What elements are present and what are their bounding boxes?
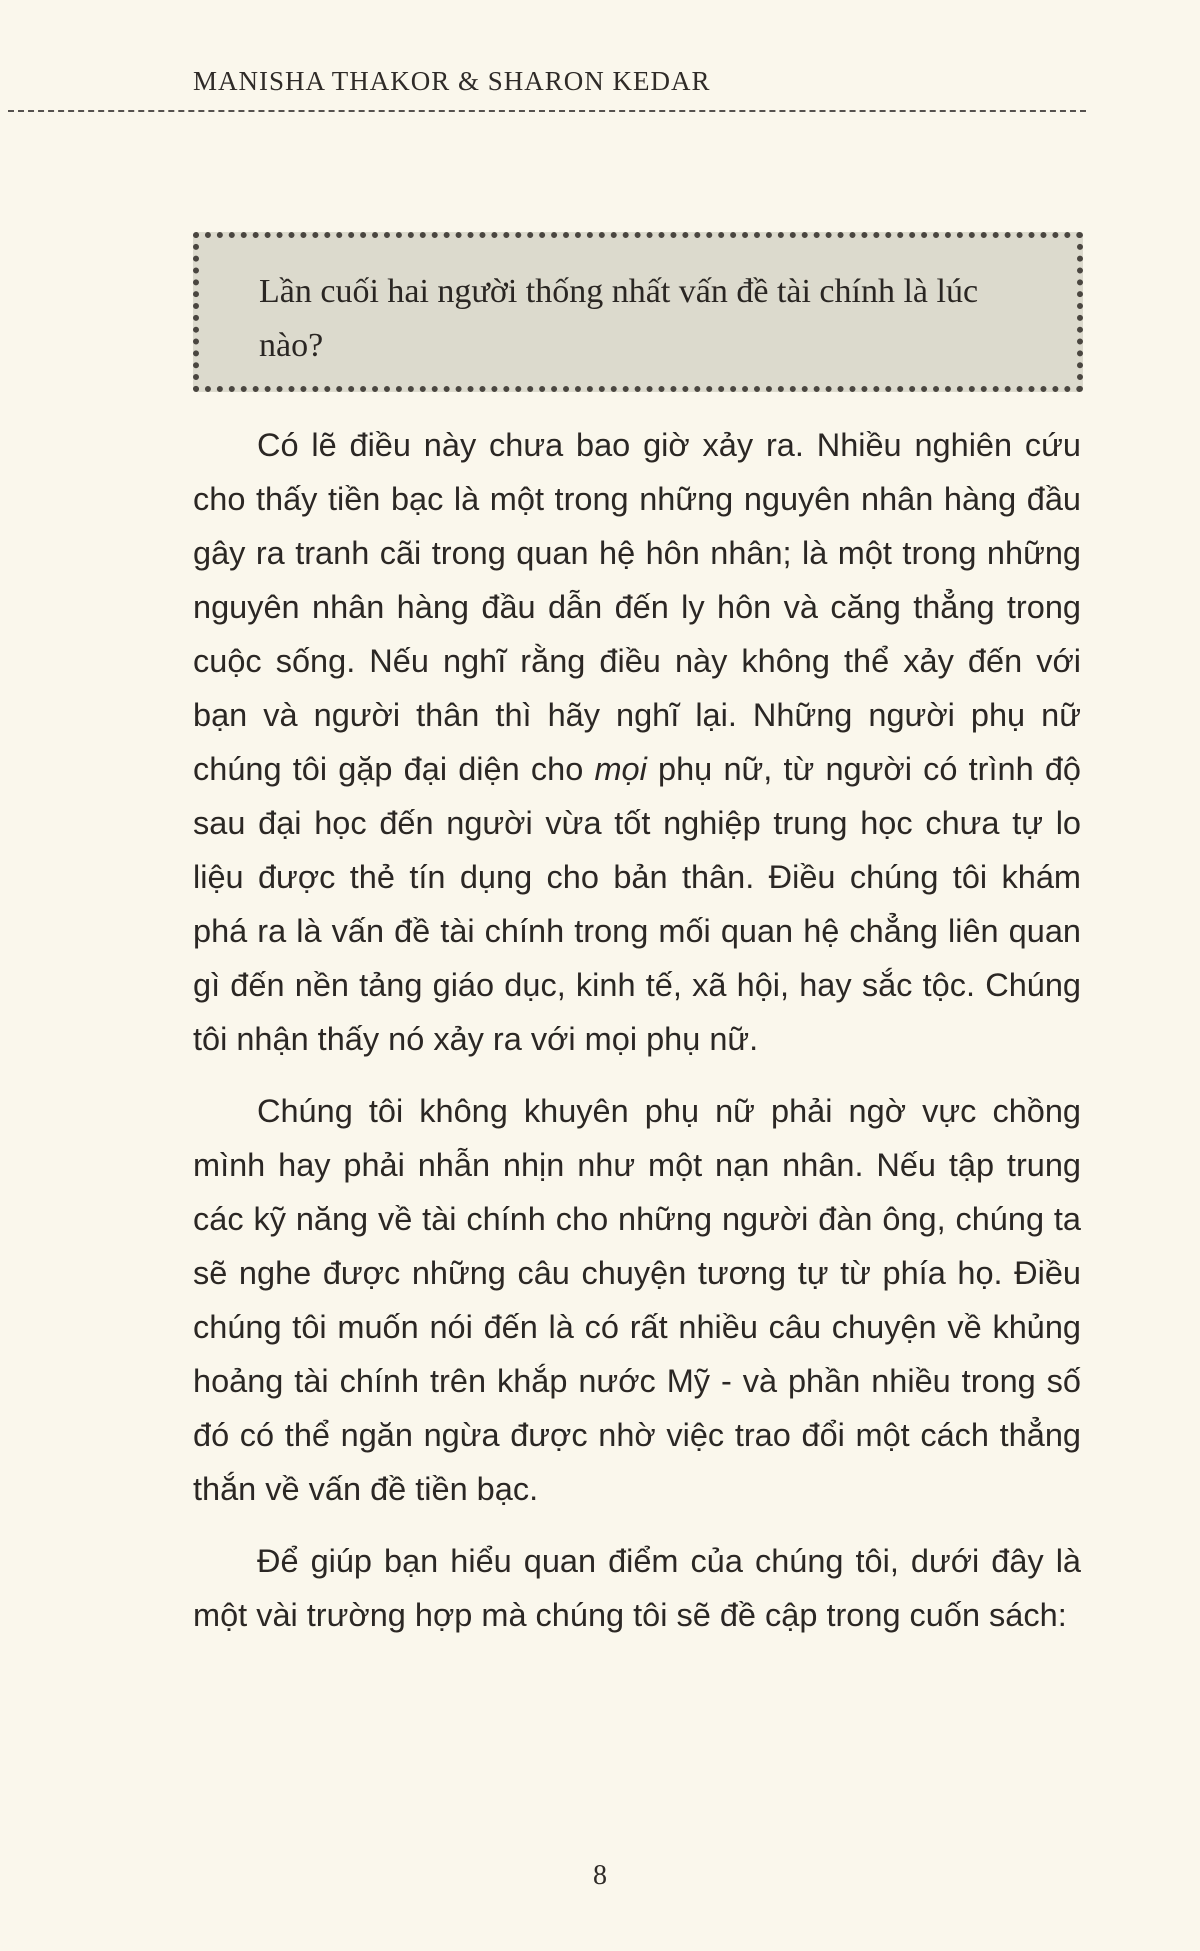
- paragraph-1-part-a: Có lẽ điều này chưa bao giờ xảy ra. Nhiều nghiên cứu cho thấy tiền bạc là một trong những nguyên nhân hàng đầu gây ra tranh cãi trong quan hệ hôn nhân; là một trong những nguyên nhân hàng đầu dẫn đến ly hôn và căng thẳng trong cuộc sống. Nếu nghĩ rằng điều này không thể xảy đến với bạn và người thân thì hãy nghĩ lại. Những người phụ nữ chúng tôi gặp đại diện cho: [193, 427, 1081, 787]
- page-number: 8: [593, 1860, 607, 1891]
- callout-box: [193, 232, 1083, 392]
- callout-question: Lần cuối hai người thống nhất vấn đề tài chính là lúc nào?: [259, 273, 979, 364]
- header-rule: [8, 110, 1086, 112]
- body-text: [193, 418, 1081, 1660]
- paragraph-3: Để giúp bạn hiểu quan điểm của chúng tôi, dưới đây là một vài trường hợp mà chúng tôi sẽ đề cập trong cuốn sách:: [193, 1543, 1081, 1633]
- paragraph-1-italic: mọi: [594, 751, 647, 787]
- paragraph-2: Chúng tôi không khuyên phụ nữ phải ngờ vực chồng mình hay phải nhẫn nhịn như một nạn nhân. Nếu tập trung các kỹ năng về tài chính cho những người đàn ông, chúng ta sẽ nghe được những câu chuyện tương tự từ phía họ. Điều chúng tôi muốn nói đến là có rất nhiều câu chuyện về khủng hoảng tài chính trên khắp nước Mỹ - và phần nhiều trong số đó có thể ngăn ngừa được nhờ việc trao đổi một cách thẳng thắn về vấn đề tiền bạc.: [193, 1093, 1081, 1507]
- paragraph-1: [193, 418, 1081, 1066]
- paragraph-1-part-b: phụ nữ, từ người có trình độ sau đại học đến người vừa tốt nghiệp trung học chưa tự lo liệu được thẻ tín dụng cho bản thân. Điều chúng tôi khám phá ra là vấn đề tài chính trong mối quan hệ chẳng liên quan gì đến nền tảng giáo dục, kinh tế, xã hội, hay sắc tộc. Chúng tôi nhận thấy nó xảy ra với mọi phụ nữ.: [193, 751, 1081, 1057]
- running-head: MANISHA THAKOR & SHARON KEDAR: [193, 66, 711, 96]
